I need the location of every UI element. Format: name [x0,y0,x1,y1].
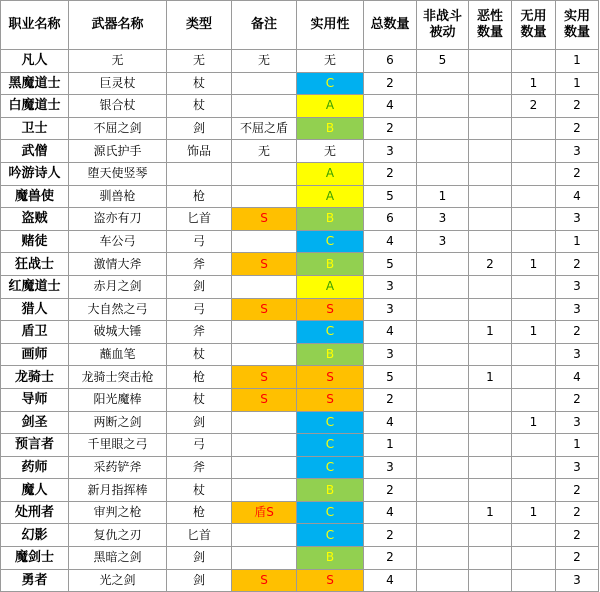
job-cell: 狂战士 [1,253,69,276]
total-cell: 3 [364,456,417,479]
useless-count-cell [512,208,556,231]
weapon-cell: 复仇之刃 [69,524,167,547]
job-cell: 黑魔道士 [1,72,69,95]
utility-cell: A [297,162,364,185]
header-passive: 非战斗被动 [417,1,469,50]
table-row [1,569,599,592]
weapon-cell: 堕天使竖琴 [69,162,167,185]
useful-count-cell: 2 [556,162,599,185]
utility-cell: 无 [297,140,364,163]
job-cell: 画师 [1,343,69,366]
table-row [1,343,599,366]
job-cell: 处刑者 [1,501,69,524]
remark-cell [232,230,297,253]
weapon-cell: 车公弓 [69,230,167,253]
type-cell: 剑 [167,547,232,570]
job-cell: 魔兽使 [1,185,69,208]
header-weapon: 武器名称 [69,1,167,50]
table-body [1,50,599,592]
remark-cell: 无 [232,140,297,163]
weapon-cell: 两断之剑 [69,411,167,434]
total-cell: 2 [364,162,417,185]
useless-count-cell [512,524,556,547]
weapon-cell: 审判之枪 [69,501,167,524]
passive-cell [417,275,469,298]
weapon-cell: 千里眼之弓 [69,434,167,457]
total-cell: 6 [364,208,417,231]
total-cell: 5 [364,366,417,389]
remark-cell [232,95,297,118]
useless-count-cell [512,388,556,411]
job-cell: 赌徒 [1,230,69,253]
bad-count-cell [469,208,512,231]
type-cell: 斧 [167,321,232,344]
passive-cell [417,501,469,524]
useless-count-cell: 2 [512,95,556,118]
useful-count-cell: 3 [556,275,599,298]
useless-count-cell [512,366,556,389]
bad-count-cell [469,411,512,434]
bad-count-cell [469,50,512,73]
useful-count-cell: 2 [556,479,599,502]
total-cell: 5 [364,185,417,208]
useless-count-cell: 1 [512,411,556,434]
bad-count-cell [469,72,512,95]
job-cell: 盗贼 [1,208,69,231]
passive-cell [417,456,469,479]
table-row [1,524,599,547]
utility-cell: 无 [297,50,364,73]
total-cell: 2 [364,479,417,502]
passive-cell [417,298,469,321]
type-cell: 杖 [167,343,232,366]
utility-cell: B [297,547,364,570]
type-cell: 剑 [167,275,232,298]
bad-count-cell [469,298,512,321]
remark-cell: S [232,388,297,411]
passive-cell [417,366,469,389]
bad-count-cell [469,230,512,253]
table-row [1,230,599,253]
table-row [1,253,599,276]
type-cell: 杖 [167,95,232,118]
remark-cell [232,456,297,479]
type-cell: 杖 [167,479,232,502]
remark-cell [232,547,297,570]
bad-count-cell [469,185,512,208]
type-cell: 无 [167,50,232,73]
utility-cell: B [297,208,364,231]
weapon-cell: 驯兽枪 [69,185,167,208]
job-cell: 吟游诗人 [1,162,69,185]
job-cell: 白魔道士 [1,95,69,118]
utility-cell: S [297,366,364,389]
useful-count-cell: 2 [556,321,599,344]
job-cell: 预言者 [1,434,69,457]
utility-cell: C [297,230,364,253]
useless-count-cell [512,50,556,73]
table-row [1,275,599,298]
utility-cell: B [297,253,364,276]
total-cell: 3 [364,275,417,298]
bad-count-cell [469,343,512,366]
useful-count-cell: 3 [556,456,599,479]
useful-count-cell: 3 [556,208,599,231]
useless-count-cell [512,230,556,253]
weapon-cell: 黑暗之剑 [69,547,167,570]
bad-count-cell [469,117,512,140]
header-useful-count: 实用数量 [556,1,599,50]
job-cell: 药师 [1,456,69,479]
job-cell: 导师 [1,388,69,411]
remark-cell [232,162,297,185]
remark-cell: S [232,298,297,321]
utility-cell: C [297,501,364,524]
useless-count-cell [512,162,556,185]
useful-count-cell: 4 [556,366,599,389]
bad-count-cell: 1 [469,366,512,389]
passive-cell [417,321,469,344]
useless-count-cell [512,117,556,140]
table-row [1,388,599,411]
table-row [1,411,599,434]
utility-cell: B [297,343,364,366]
passive-cell [417,72,469,95]
useless-count-cell [512,456,556,479]
useless-count-cell [512,343,556,366]
table-row [1,72,599,95]
bad-count-cell [469,434,512,457]
passive-cell [417,162,469,185]
useful-count-cell: 2 [556,95,599,118]
total-cell: 3 [364,140,417,163]
type-cell: 弓 [167,298,232,321]
weapon-cell: 阳光魔棒 [69,388,167,411]
passive-cell [417,569,469,592]
total-cell: 2 [364,547,417,570]
passive-cell [417,411,469,434]
bad-count-cell: 2 [469,253,512,276]
useless-count-cell: 1 [512,72,556,95]
remark-cell: 盾S [232,501,297,524]
table-row [1,321,599,344]
type-cell: 剑 [167,411,232,434]
bad-count-cell [469,456,512,479]
useless-count-cell: 1 [512,253,556,276]
table-row [1,140,599,163]
table-row [1,547,599,570]
type-cell: 枪 [167,366,232,389]
total-cell: 3 [364,298,417,321]
job-cell: 卫士 [1,117,69,140]
passive-cell [417,388,469,411]
type-cell: 斧 [167,253,232,276]
remark-cell [232,343,297,366]
header-total: 总数量 [364,1,417,50]
job-cell: 凡人 [1,50,69,73]
utility-cell: A [297,275,364,298]
weapon-cell: 大自然之弓 [69,298,167,321]
total-cell: 4 [364,321,417,344]
type-cell: 弓 [167,230,232,253]
type-cell: 剑 [167,569,232,592]
remark-cell [232,411,297,434]
remark-cell [232,524,297,547]
useful-count-cell: 3 [556,411,599,434]
utility-cell: S [297,298,364,321]
passive-cell [417,434,469,457]
table-row [1,434,599,457]
bad-count-cell [469,388,512,411]
type-cell: 枪 [167,501,232,524]
useful-count-cell: 1 [556,72,599,95]
passive-cell [417,479,469,502]
job-cell: 幻影 [1,524,69,547]
passive-cell: 1 [417,185,469,208]
bad-count-cell [469,95,512,118]
table-row [1,162,599,185]
useless-count-cell [512,185,556,208]
total-cell: 4 [364,501,417,524]
job-cell: 猎人 [1,298,69,321]
useful-count-cell: 1 [556,434,599,457]
useful-count-cell: 3 [556,298,599,321]
total-cell: 6 [364,50,417,73]
remark-cell [232,321,297,344]
total-cell: 2 [364,388,417,411]
useless-count-cell [512,569,556,592]
job-cell: 勇者 [1,569,69,592]
remark-cell: S [232,569,297,592]
remark-cell: S [232,366,297,389]
useless-count-cell [512,140,556,163]
useful-count-cell: 2 [556,388,599,411]
header-remark: 备注 [232,1,297,50]
job-cell: 武僧 [1,140,69,163]
passive-cell: 3 [417,208,469,231]
bad-count-cell [469,479,512,502]
remark-cell: 不屈之盾 [232,117,297,140]
total-cell: 5 [364,253,417,276]
utility-cell: C [297,411,364,434]
useless-count-cell [512,547,556,570]
passive-cell: 3 [417,230,469,253]
useful-count-cell: 2 [556,547,599,570]
total-cell: 3 [364,343,417,366]
total-cell: 2 [364,524,417,547]
table-row [1,366,599,389]
useful-count-cell: 1 [556,230,599,253]
weapon-cell: 采药铲斧 [69,456,167,479]
type-cell: 弓 [167,434,232,457]
total-cell: 4 [364,95,417,118]
utility-cell: S [297,569,364,592]
weapon-cell: 破城大锤 [69,321,167,344]
bad-count-cell [469,275,512,298]
type-cell: 杖 [167,72,232,95]
header-bad-count: 恶性数量 [469,1,512,50]
useful-count-cell: 4 [556,185,599,208]
table-row [1,117,599,140]
weapon-cell: 巨灵杖 [69,72,167,95]
useless-count-cell [512,434,556,457]
passive-cell [417,253,469,276]
total-cell: 2 [364,72,417,95]
remark-cell [232,275,297,298]
utility-cell: C [297,524,364,547]
header-useless-count: 无用数量 [512,1,556,50]
total-cell: 4 [364,230,417,253]
total-cell: 1 [364,434,417,457]
type-cell: 杖 [167,388,232,411]
bad-count-cell [469,569,512,592]
weapon-cell: 新月指挥棒 [69,479,167,502]
remark-cell: S [232,253,297,276]
weapon-cell: 盗亦有刀 [69,208,167,231]
remark-cell [232,72,297,95]
total-cell: 4 [364,411,417,434]
useful-count-cell: 3 [556,343,599,366]
bad-count-cell [469,140,512,163]
useful-count-cell: 2 [556,117,599,140]
table-row [1,501,599,524]
weapon-cell: 蘸血笔 [69,343,167,366]
bad-count-cell [469,547,512,570]
type-cell [167,162,232,185]
table-row [1,479,599,502]
table-row [1,50,599,73]
useful-count-cell: 3 [556,140,599,163]
weapon-cell: 不屈之剑 [69,117,167,140]
weapon-cell: 龙骑士突击枪 [69,366,167,389]
job-cell: 魔人 [1,479,69,502]
useless-count-cell [512,479,556,502]
weapon-cell: 源氏护手 [69,140,167,163]
type-cell: 斧 [167,456,232,479]
total-cell: 4 [364,569,417,592]
utility-cell: B [297,479,364,502]
weapon-cell: 光之剑 [69,569,167,592]
passive-cell [417,95,469,118]
utility-cell: C [297,72,364,95]
header-utility: 实用性 [297,1,364,50]
utility-cell: C [297,456,364,479]
utility-cell: A [297,95,364,118]
type-cell: 匕首 [167,524,232,547]
type-cell: 饰品 [167,140,232,163]
header-job: 职业名称 [1,1,69,50]
useful-count-cell: 1 [556,50,599,73]
type-cell: 匕首 [167,208,232,231]
weapon-cell: 无 [69,50,167,73]
bad-count-cell [469,524,512,547]
job-cell: 龙骑士 [1,366,69,389]
passive-cell [417,547,469,570]
bad-count-cell [469,162,512,185]
header-type: 类型 [167,1,232,50]
weapon-cell: 银合杖 [69,95,167,118]
useless-count-cell: 1 [512,321,556,344]
table-row [1,456,599,479]
useful-count-cell: 2 [556,524,599,547]
table-row [1,298,599,321]
remark-cell [232,479,297,502]
bad-count-cell: 1 [469,321,512,344]
useless-count-cell: 1 [512,501,556,524]
remark-cell [232,434,297,457]
type-cell: 枪 [167,185,232,208]
utility-cell: C [297,434,364,457]
utility-cell: A [297,185,364,208]
type-cell: 剑 [167,117,232,140]
job-cell: 魔剑士 [1,547,69,570]
useful-count-cell: 3 [556,569,599,592]
job-cell: 红魔道士 [1,275,69,298]
bad-count-cell: 1 [469,501,512,524]
passive-cell [417,140,469,163]
table-row [1,185,599,208]
utility-cell: C [297,321,364,344]
job-cell: 盾卫 [1,321,69,344]
total-cell: 2 [364,117,417,140]
remark-cell: 无 [232,50,297,73]
useless-count-cell [512,275,556,298]
useful-count-cell: 2 [556,253,599,276]
weapon-cell: 激情大斧 [69,253,167,276]
header-row [1,1,599,50]
remark-cell [232,185,297,208]
passive-cell [417,524,469,547]
useless-count-cell [512,298,556,321]
weapon-cell: 赤月之剑 [69,275,167,298]
utility-cell: B [297,117,364,140]
passive-cell [417,343,469,366]
job-cell: 剑圣 [1,411,69,434]
useful-count-cell: 2 [556,501,599,524]
table-row [1,208,599,231]
passive-cell [417,117,469,140]
table-row [1,95,599,118]
utility-cell: S [297,388,364,411]
passive-cell: 5 [417,50,469,73]
remark-cell: S [232,208,297,231]
